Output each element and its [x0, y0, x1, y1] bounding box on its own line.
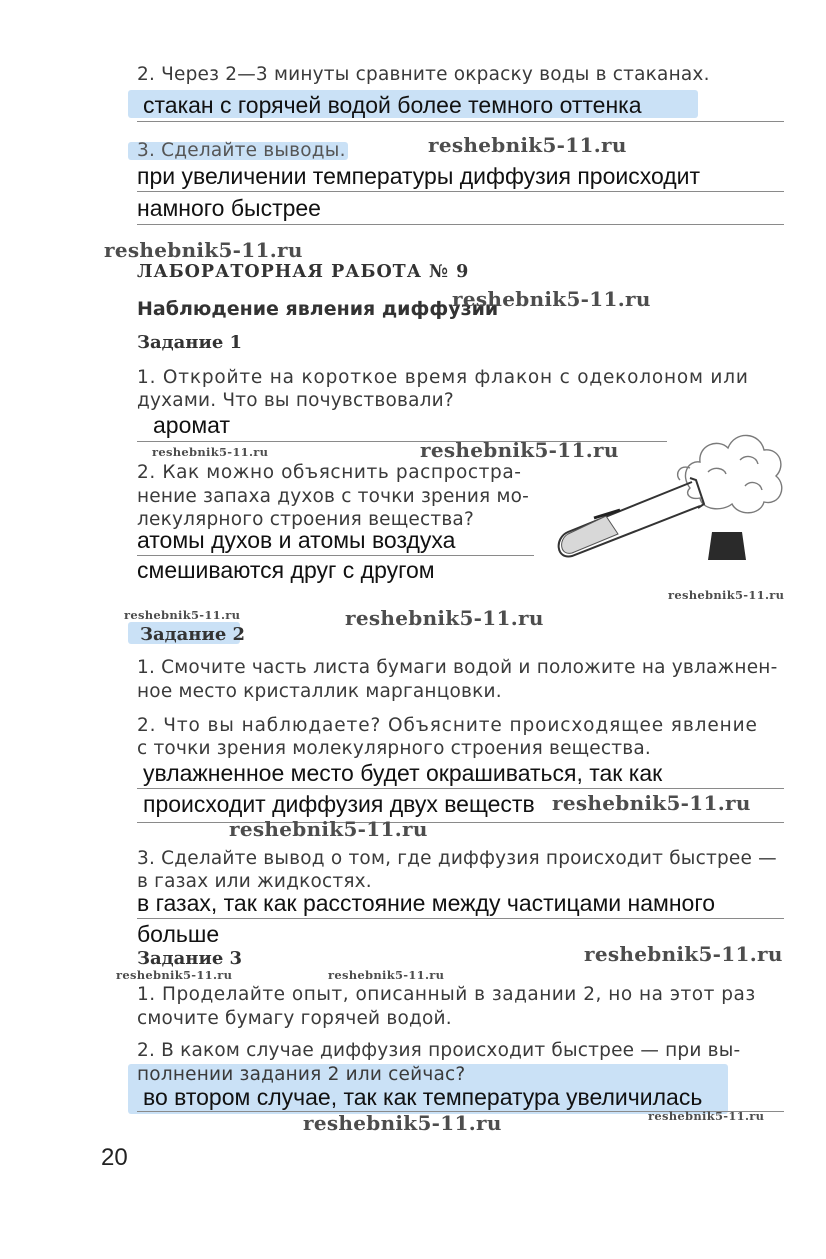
task-1-question-1-line1: 1. Откройте на короткое время флакон с одеколоном или [137, 367, 749, 388]
watermark: reshebnik5-11.ru [452, 287, 651, 311]
answer-2-top: стакан с горячей водой более темного оттенка [143, 92, 642, 118]
watermark: reshebnik5-11.ru [303, 1111, 502, 1135]
watermark: reshebnik5-11.ru [345, 606, 544, 630]
watermark: reshebnik5-11.ru [648, 1109, 765, 1123]
question-3-top: 3. Сделайте выводы. [137, 140, 346, 161]
watermark: reshebnik5-11.ru [668, 588, 785, 602]
watermark: reshebnik5-11.ru [428, 133, 627, 157]
watermark: reshebnik5-11.ru [116, 968, 233, 982]
task-1-answer-1: аромат [153, 412, 231, 438]
watermark: reshebnik5-11.ru [152, 445, 269, 459]
question-2-top: 2. Через 2—3 минуты сравните окраску воды в стаканах. [137, 64, 710, 85]
lab-subtitle: Наблюдение явления диффузии [137, 298, 499, 320]
tube-liquid [562, 516, 618, 553]
lab-title: ЛАБОРАТОРНАЯ РАБОТА № 9 [137, 262, 470, 282]
answer-line [137, 121, 784, 122]
task-2-question-3-line1: 3. Сделайте вывод о том, где диффузия происходит быстрее — [137, 848, 777, 869]
task-2-question-2-line1: 2. Что вы наблюдаете? Объясните происходящее явление [137, 715, 758, 736]
task-2-question-1-line2: ное место кристаллик марганцовки. [137, 681, 502, 702]
task-1-question-2-line1: 2. Как можно объяснить распростра- [137, 462, 522, 483]
task-1-heading: Задание 1 [137, 332, 243, 353]
answer-3-top-line1: при увеличении температуры диффузия происходит [137, 163, 701, 189]
task-3-question-2-line2: полнении задания 2 или сейчас? [137, 1064, 466, 1085]
task-3-answer-2: во втором случае, так как температура увеличилась [143, 1084, 703, 1110]
task-2-heading: Задание 2 [140, 624, 246, 645]
task-2-answer-3-line1: в газах, так как расстояние между частицами намного [137, 890, 715, 916]
watermark: reshebnik5-11.ru [420, 438, 619, 462]
task-2-answer-2-line1: увлажненное место будет окрашиваться, так как [143, 760, 663, 786]
vapor-cloud [678, 435, 782, 512]
burner-icon [708, 532, 746, 560]
task-1-question-1-line2: духами. Что вы почувствовали? [137, 390, 454, 411]
task-2-question-2-line2: с точки зрения молекулярного строения вещества. [137, 738, 651, 759]
answer-line [137, 555, 534, 556]
watermark: reshebnik5-11.ru [229, 817, 428, 841]
task-2-answer-3-line2: больше [137, 921, 220, 947]
answer-line [137, 918, 784, 919]
task-2-question-1-line1: 1. Смочите часть листа бумаги водой и положите на увлажнен- [137, 657, 778, 678]
answer-line [137, 224, 784, 225]
watermark: reshebnik5-11.ru [552, 791, 751, 815]
task-1-question-2-line3: лекулярного строения вещества? [137, 509, 474, 530]
watermark: reshebnik5-11.ru [104, 238, 303, 262]
watermark: reshebnik5-11.ru [328, 968, 445, 982]
task-2-answer-2-line2: происходит диффузия двух веществ [143, 791, 535, 817]
answer-line [137, 191, 784, 192]
task-3-question-1-line1: 1. Проделайте опыт, описанный в задании 2, но на этот раз [137, 984, 756, 1005]
task-3-question-2-line1: 2. В каком случае диффузия происходит быстрее — при вы- [137, 1040, 741, 1061]
task-3-heading: Задание 3 [137, 948, 243, 969]
answer-3-top-line2: намного быстрее [137, 195, 321, 221]
answer-line [137, 788, 784, 789]
task-3-question-1-line2: смочите бумагу горячей водой. [137, 1008, 452, 1029]
watermark: reshebnik5-11.ru [584, 942, 783, 966]
task-1-answer-2-line1: атомы духов и атомы воздуха [137, 527, 456, 553]
watermark: reshebnik5-11.ru [124, 608, 241, 622]
page-number: 20 [101, 1144, 128, 1171]
task-1-answer-2-line2: смешиваются друг с другом [137, 557, 435, 583]
task-1-question-2-line2: нение запаха духов с точки зрения мо- [137, 486, 530, 507]
task-2-question-3-line2: в газах или жидкостях. [137, 871, 372, 892]
